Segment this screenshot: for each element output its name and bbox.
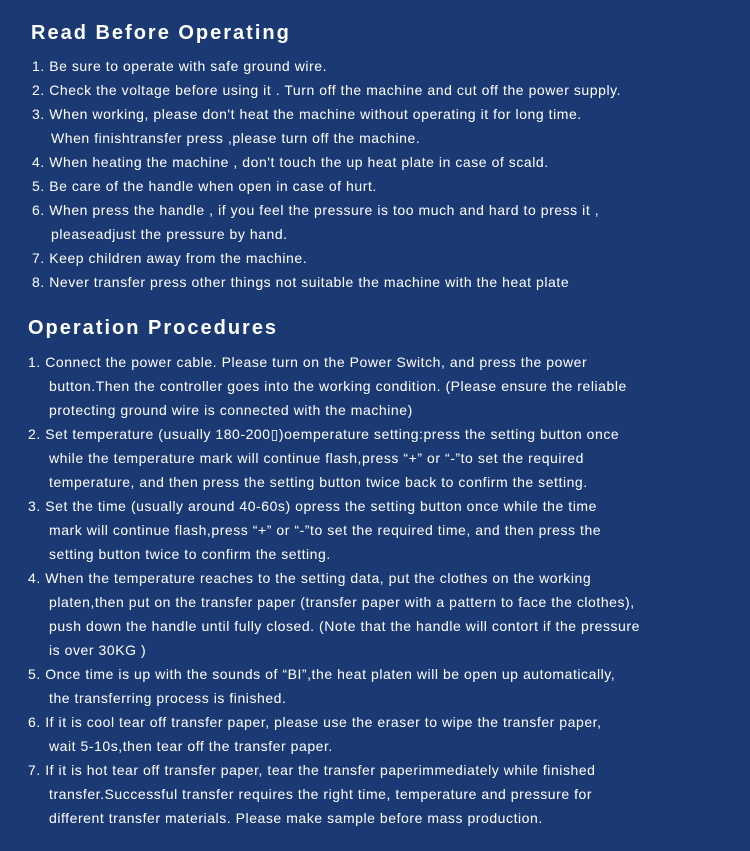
precaution-item-line: 5. Be care of the handle when open in case of hurt.	[32, 178, 377, 194]
procedure-item-line: setting button twice to confirm the setting.	[49, 546, 331, 562]
precaution-item-line: 7. Keep children away from the machine.	[32, 250, 308, 266]
procedure-item-line: platen,then put on the transfer paper (transfer paper with a pattern to face the clothes),	[49, 594, 635, 610]
procedure-item-line: 5. Once time is up with the sounds of “BI”,the heat platen will be open up automatically,	[28, 666, 616, 682]
precaution-item-line: 2. Check the voltage before using it . Turn off the machine and cut off the power supply.	[32, 82, 622, 98]
read-before-operating-title: Read Before Operating	[31, 22, 291, 44]
precaution-item-line: 3. When working, please don't heat the machine without operating it for long time.	[32, 106, 582, 122]
precaution-item	[32, 246, 732, 270]
operation-procedures-title: Operation Procedures	[28, 317, 279, 339]
procedure-item-line: 4. When the temperature reaches to the setting data, put the clothes on the working	[28, 570, 592, 586]
procedure-item	[28, 710, 738, 758]
precaution-item-line: When finishtransfer press ,please turn off the machine.	[51, 130, 421, 146]
procedure-item-line: wait 5-10s,then tear off the transfer paper.	[49, 738, 333, 754]
precaution-item	[32, 174, 732, 198]
precaution-item-line: 6. When press the handle , if you feel the pressure is too much and hard to press it ,	[32, 202, 600, 218]
procedure-item	[28, 758, 738, 830]
procedure-item-line: 6. If it is cool tear off transfer paper, please use the eraser to wipe the transfer paper,	[28, 714, 602, 730]
procedure-item	[28, 662, 738, 710]
procedure-item-line: the transferring process is finished.	[49, 690, 287, 706]
procedure-item-line: 3. Set the time (usually around 40-60s) opress the setting button once while the time	[28, 498, 597, 514]
read-before-operating-list	[32, 54, 732, 294]
procedure-item-line: 7. If it is hot tear off transfer paper, tear the transfer paperimmediately while finished	[28, 762, 596, 778]
procedure-item	[28, 566, 738, 662]
precaution-item-line: 1. Be sure to operate with safe ground wire.	[32, 58, 328, 74]
precaution-item-line: 4. When heating the machine , don't touch the up heat plate in case of scald.	[32, 154, 549, 170]
precaution-item	[32, 54, 732, 78]
procedure-item	[28, 350, 738, 422]
procedure-item-line: temperature, and then press the setting button twice back to confirm the setting.	[49, 474, 588, 490]
procedure-item-line: transfer.Successful transfer requires the right time, temperature and pressure for	[49, 786, 593, 802]
procedure-item-line: 1. Connect the power cable. Please turn on the Power Switch, and press the power	[28, 354, 588, 370]
precaution-item	[32, 198, 732, 246]
procedure-item-line: while the temperature mark will continue flash,press “+” or “-”to set the required	[49, 450, 584, 466]
procedure-item-line: 2. Set temperature (usually 180-200▯)oemperature setting:press the setting button once	[28, 426, 620, 442]
precaution-item	[32, 270, 732, 294]
procedure-item-line: push down the handle until fully closed. (Note that the handle will contort if the pressure	[49, 618, 640, 634]
precaution-item	[32, 150, 732, 174]
precaution-item	[32, 102, 732, 150]
procedure-item-line: mark will continue flash,press “+” or “-”to set the required time, and then press the	[49, 522, 602, 538]
procedure-item	[28, 422, 738, 494]
procedure-item-line: protecting ground wire is connected with the machine)	[49, 402, 413, 418]
operation-procedures-list	[28, 350, 738, 830]
procedure-item-line: different transfer materials. Please make sample before mass production.	[49, 810, 543, 826]
precaution-item-line: pleaseadjust the pressure by hand.	[51, 226, 288, 242]
procedure-item-line: button.Then the controller goes into the working condition. (Please ensure the reliable	[49, 378, 627, 394]
precaution-item	[32, 78, 732, 102]
precaution-item-line: 8. Never transfer press other things not suitable the machine with the heat plate	[32, 274, 570, 290]
procedure-item	[28, 494, 738, 566]
procedure-item-line: is over 30KG )	[49, 642, 147, 658]
